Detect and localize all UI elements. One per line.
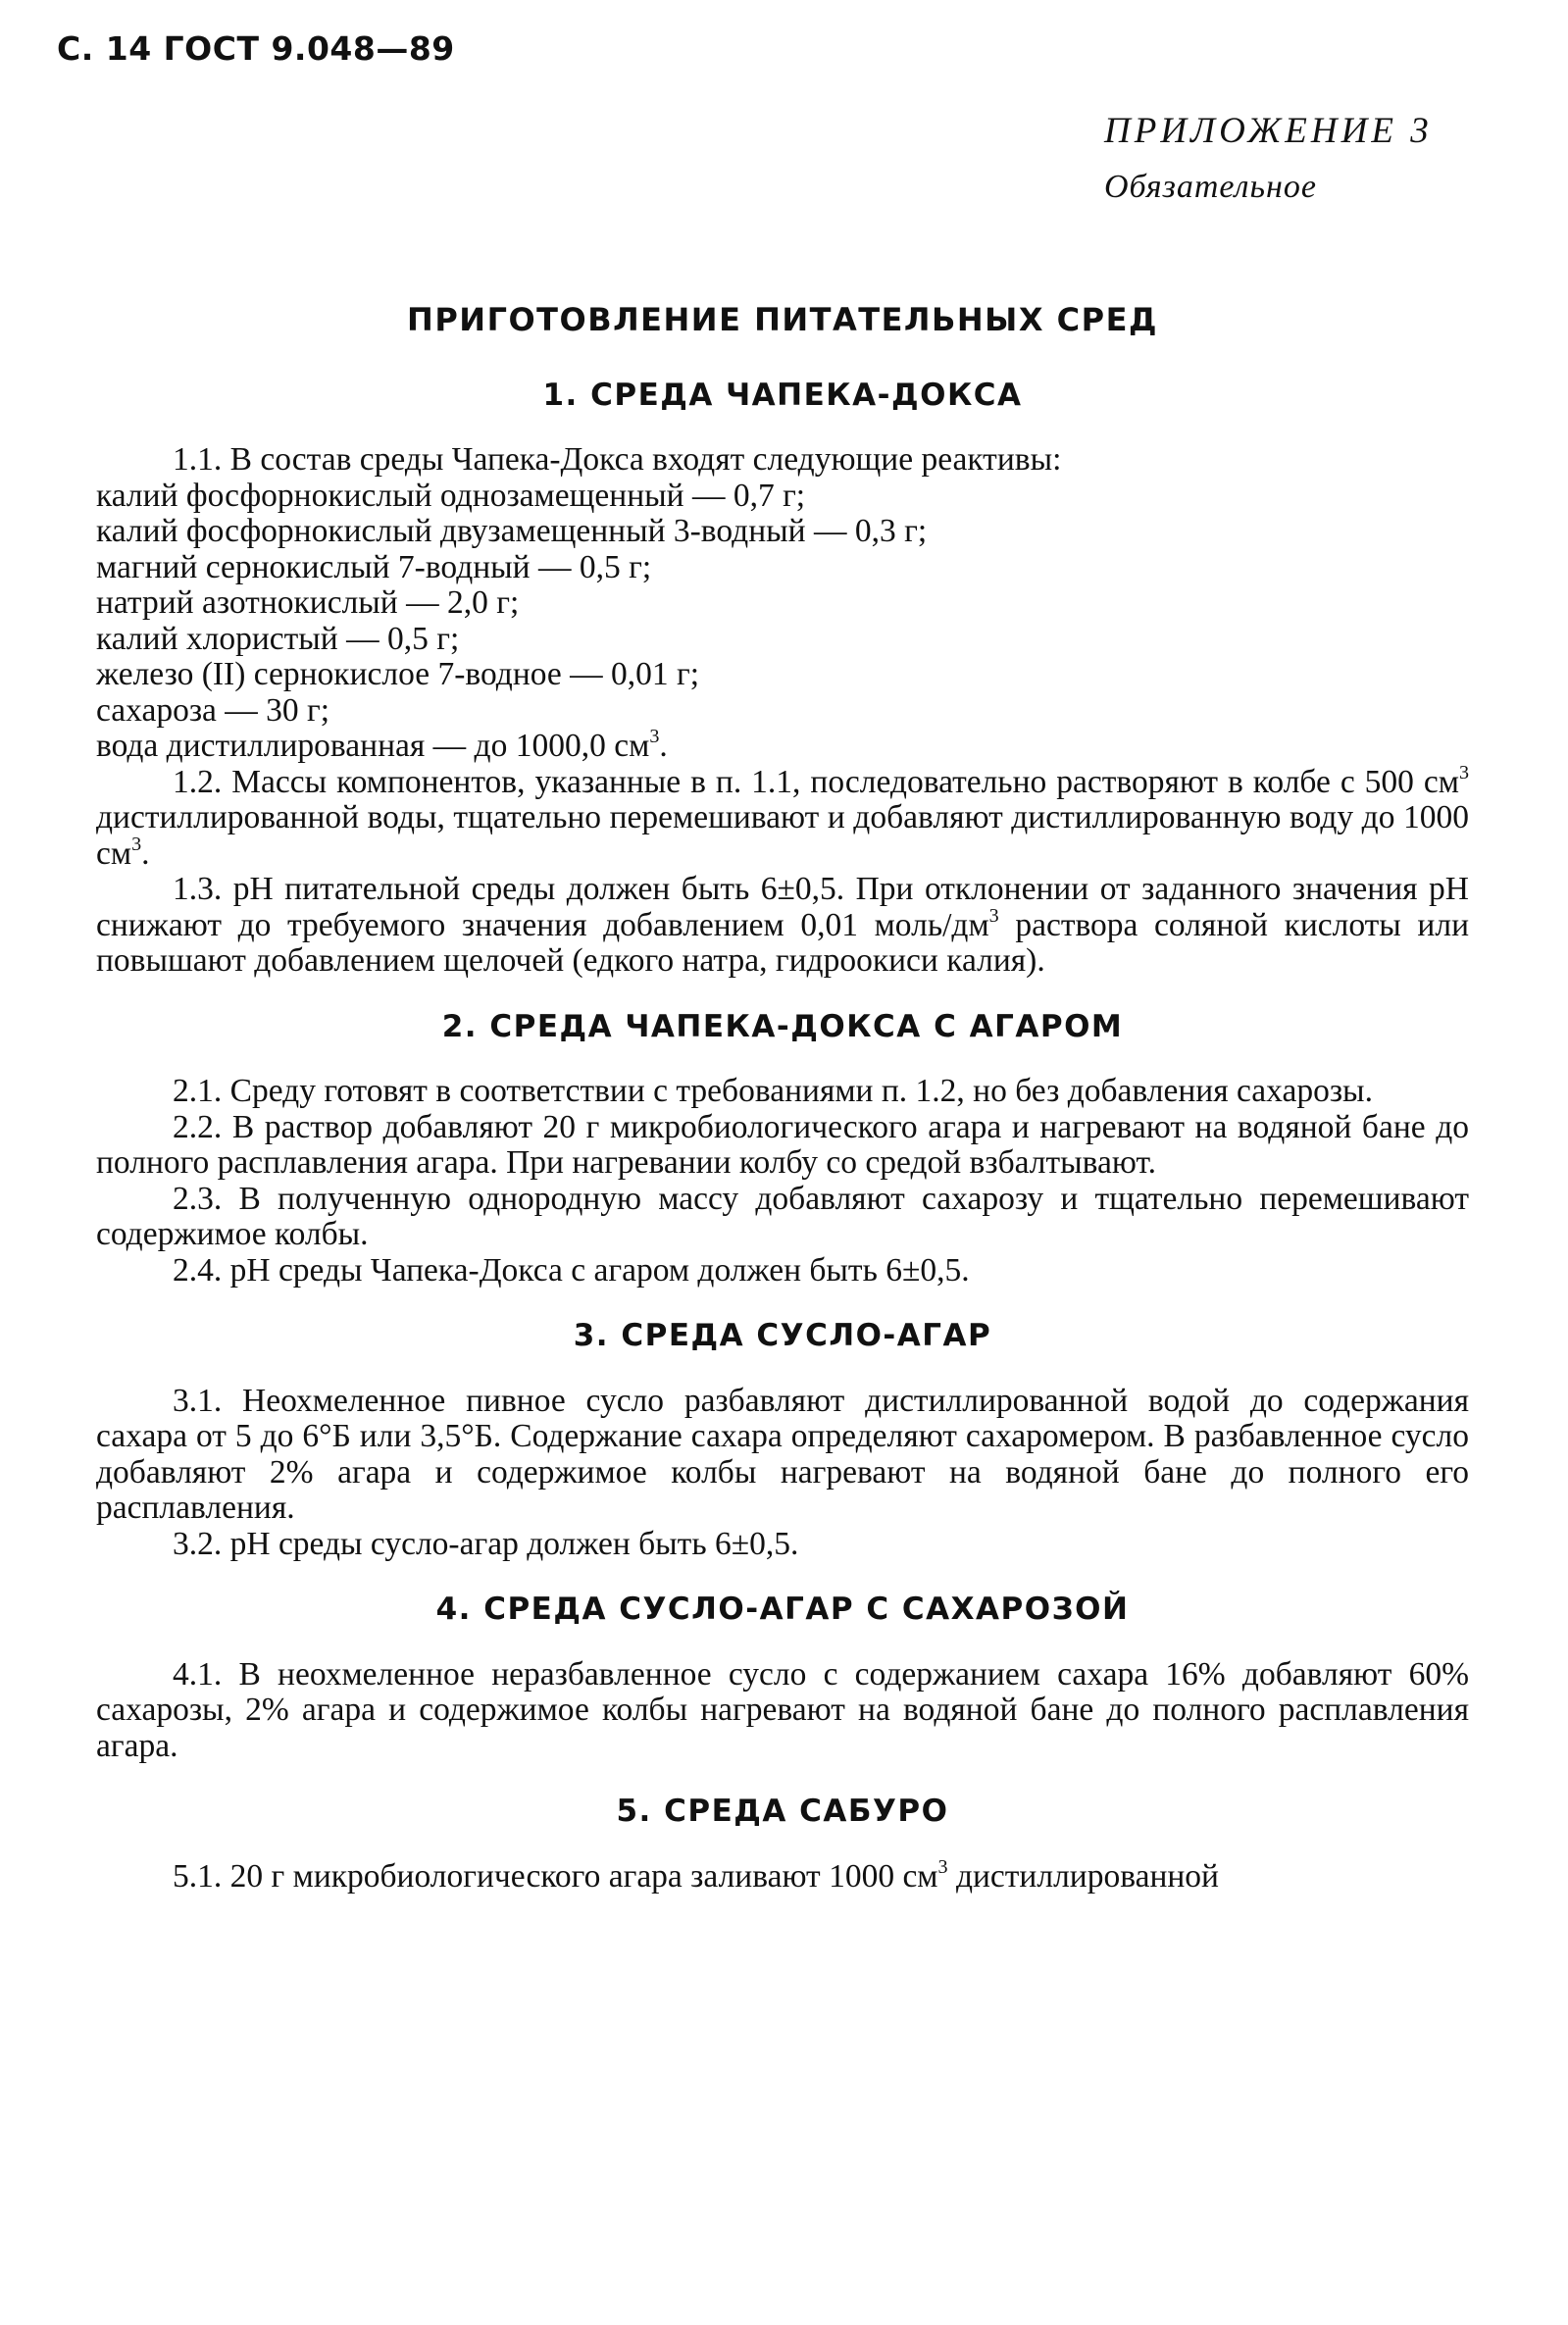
appendix-title: ПРИЛОЖЕНИЕ 3 — [1104, 111, 1433, 151]
document-body — [96, 284, 1469, 1895]
section-title-2: 2. СРЕДА ЧАПЕКА-ДОКСА С АГАРОМ — [441, 1008, 1124, 1044]
appendix-status: Обязательное — [1104, 169, 1317, 205]
paragraph-1-2-text-c: . — [141, 834, 150, 872]
reagent-item: сахароза — 30 г; — [96, 691, 330, 729]
superscript: 3 — [649, 725, 660, 747]
water-text: вода дистиллированная — до 1000,0 см — [96, 728, 650, 764]
reagent-item: калий фосфорнокислый двузамещенный 3-водный — 0,3 г; — [96, 513, 928, 549]
reagent-item: железо (II) сернокислое 7-водное — 0,01 г; — [96, 656, 700, 692]
reagent-item: натрий азотнокислый — 2,0 г; — [96, 584, 520, 621]
paragraph-1-2 — [96, 761, 1469, 873]
reagent-item: магний сернокислый 7-водный — 0,5 г; — [96, 548, 652, 585]
section-title-4: 4. СРЕДА СУСЛО-АГАР С САХАРОЗОЙ — [435, 1592, 1130, 1627]
paragraph-5-1-text-b: дистиллированной — [947, 1857, 1219, 1895]
superscript: 3 — [937, 1855, 948, 1878]
section-title-5: 5. СРЕДА САБУРО — [616, 1794, 949, 1829]
superscript: 3 — [1458, 761, 1469, 783]
page-header: С. 14 ГОСТ 9.048—89 — [57, 29, 455, 68]
paragraph-1-1: 1.1. В состав среды Чапека-Докса входят следующие реактивы: — [173, 441, 1062, 478]
paragraph-5-1-text-a: 5.1. 20 г микробиологического агара заливают 1000 см — [173, 1857, 938, 1895]
paragraph-2-2: 2.2. В раствор добавляют 20 г микробиологического агара и нагревают на водяной бане до полного расплавления агара. При нагревании колбу со средой взбалтывают. — [96, 1108, 1469, 1181]
reagent-list — [96, 479, 1469, 765]
paragraph-1-2-text-b: дистиллированной воды, тщательно перемешивают и добавляют дистиллированную воду до 1000 см — [96, 799, 1469, 872]
paragraph-4-1: 4.1. В неохмеленное неразбавленное сусло с содержанием сахара 16% добавляют 60% сахарозы, 2% агара и содержимое колбы нагревают на водяной бане до полного расплавления агара. — [96, 1655, 1469, 1764]
paragraph-2-1: 2.1. Среду готовят в соответствии с требованиями п. 1.2, но без добавления сахарозы. — [173, 1073, 1373, 1109]
paragraph-1-2-text-a: 1.2. Массы компонентов, указанные в п. 1.1, последовательно растворяют в колбе с 500 см — [173, 763, 1459, 800]
section-title-1: 1. СРЕДА ЧАПЕКА-ДОКСА — [542, 377, 1023, 413]
paragraph-2-4: 2.4. рН среды Чапека-Докса с агаром должен быть 6±0,5. — [173, 1251, 970, 1289]
paragraph-1-3 — [96, 872, 1469, 980]
water-tail: . — [659, 728, 668, 764]
main-title: ПРИГОТОВЛЕНИЕ ПИТАТЕЛЬНЫХ СРЕД — [407, 301, 1158, 338]
paragraph-2-3: 2.3. В полученную однородную массу добавляют сахарозу и тщательно перемешивают содержимое колбы. — [96, 1180, 1469, 1252]
section-title-3: 3. СРЕДА СУСЛО-АГАР — [573, 1318, 992, 1353]
paragraph-5-1 — [96, 1855, 1469, 1895]
reagent-item: калий хлористый — 0,5 г; — [96, 620, 460, 657]
reagent-item-water — [96, 725, 1469, 765]
paragraph-3-2: 3.2. рН среды сусло-агар должен быть 6±0,5. — [173, 1525, 799, 1562]
superscript: 3 — [988, 904, 999, 927]
paragraph-3-1: 3.1. Неохмеленное пивное сусло разбавляют дистиллированной водой до содержания сахара от 5 до 6°Б или 3,5°Б. Содержание сахара определяют сахаромером. В разбавленное сусло добавляют 2% агара и содержимое колбы нагревают на водяной бане до полного его расплавления. — [96, 1382, 1469, 1526]
paragraph-1-3-text-b: раствора соляной кислоты или повышают добавлением щелочей (едкого натра, гидроокиси калия). — [96, 906, 1470, 979]
superscript: 3 — [131, 833, 142, 855]
reagent-item: калий фосфорнокислый однозамещенный — 0,7 г; — [96, 477, 806, 514]
paragraph-1-3-text-a: 1.3. рН питательной среды должен быть 6±0,5. При отклонении от заданного значения рН снижают до требуемого значения добавлением 0,01 моль/дм — [96, 871, 1469, 943]
